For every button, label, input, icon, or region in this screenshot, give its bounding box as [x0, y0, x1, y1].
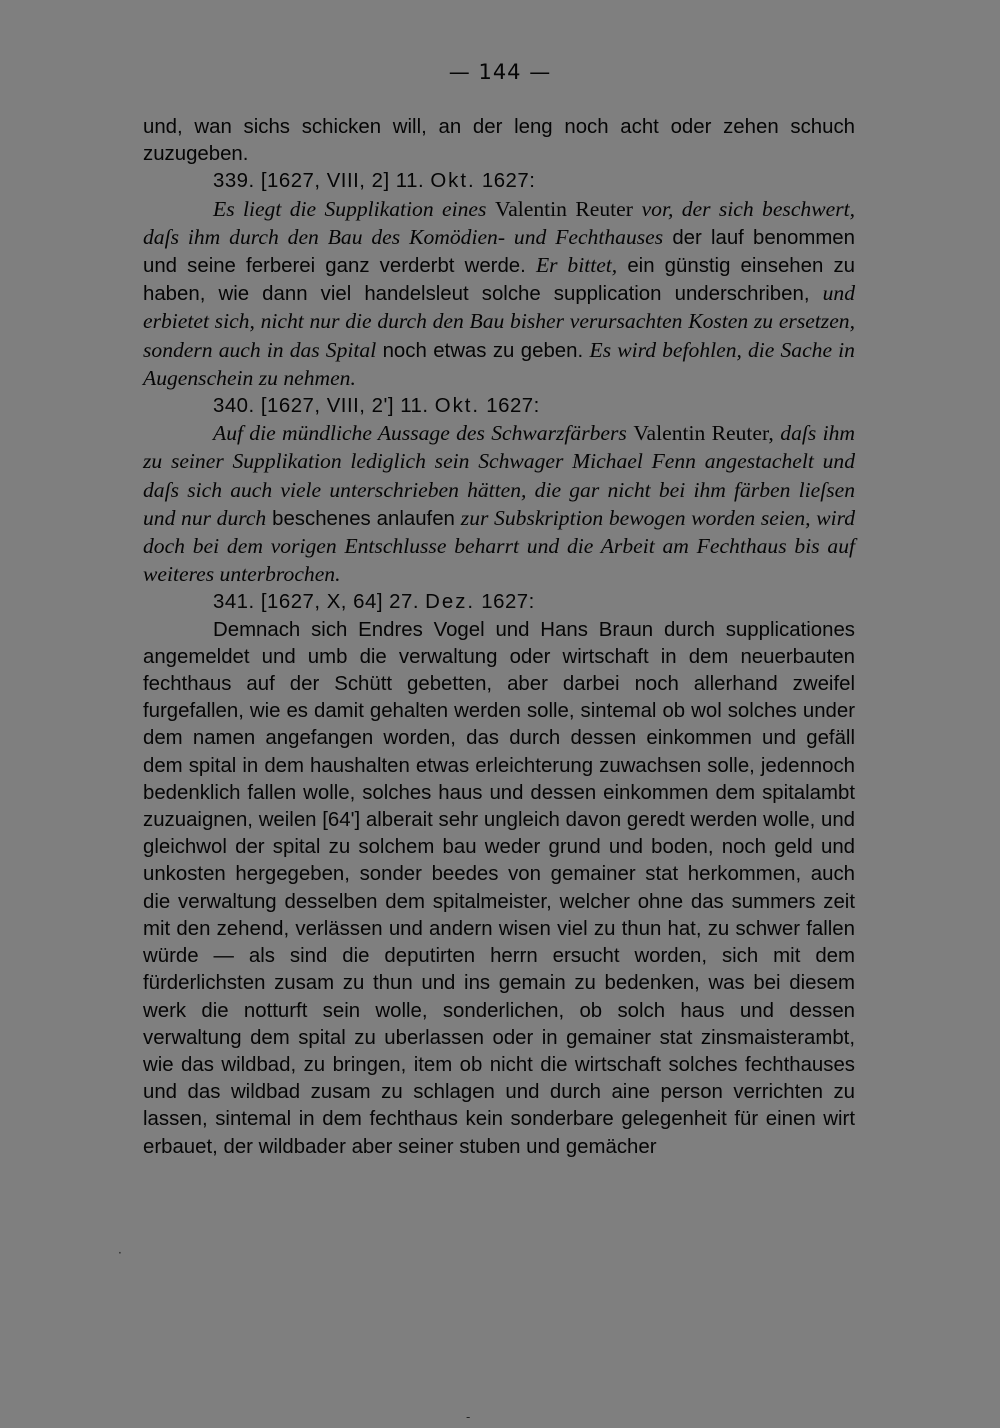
entry-341-year: 1627:	[481, 591, 535, 614]
entry-341-text: Demnach sich Endres Vogel und Hans Braun durch supplicationes angemeldet und umb die verwaltung oder wirtschaft in dem neuerbauten fechthaus auf der Schütt gebetten, aber darbei noch allerhand zweifel furgefallen, wie es damit gehalten werden solle, sintemal ob wol solches under dem namen angefangen worden, das durch dessen einkommen und gefäll dem spital in dem haushalten etwas erleichterung zuwachsen solle, jedennoch bedenklich fallen wolle, solches haus und dessen einkommen dem spitalambt zuzuaignen, weilen [64'] alberait sehr ungleich davon geredt werden wolle, und gleichwol der spital zu solchem bau weder grund und boden, noch geld und unkosten hergegeben, sonder beedes von gemainer stat herkommen, auch die verwaltung desselben dem spitalmeister, welcher ohne das summers zeit mit den zehend, verlässen und andern wisen viel zu thun hat, zu schwer fallen würde — als sind die deputirten herrn ersucht worden, sich mit dem fürderlichsten zusam zu thun und ins gemain zu bedenken, was bei diesem werk die notturft sein wolle, sonderlichen, ob solch haus und dessen verwaltung dem spital zu uberlassen oder in gemainer stat zinsmaisterambt, wie das wildbad, zu bringen, item ob nicht die wirtschaft solches fechthauses und das wildbad zusam zu schlagen und durch aine person verrichten zu lassen, sintemal in dem fechthaus kein sonderbare gelegenheit für einen wirt erbauet, der wildbader aber seiner stuben und gemächer	[143, 618, 855, 1158]
entry-340-text: Auf die mündliche Aussage des Schwarzfärbers Valentin Reuter, daſs ihm zu seiner Supplikation lediglich sein Schwager Michael Fenn angestachelt und daſs sich auch viele unterschrieben hätten, die gar nicht bei ihm färben lieſsen und nur durch beschenes anlaufen zur Subskription bewogen worden seien, wird doch bei dem vorigen Entschlusse beharrt und die Arbeit am Fechthaus bis auf weiteres unterbrochen.	[143, 421, 856, 587]
entry-341-number: 341. [1627, X, 64] 27.	[213, 591, 419, 614]
entry-339-text: Es liegt die Supplikation eines Valentin Reuter vor, der sich beschwert, daſs ihm durch den Bau des Komödien- und Fechthauses der lauf benommen und seine ferberei ganz verderbt werde. Er bittet, ein günstig einsehen zu haben, wie dann viel handelsleut solche supplication underschriben, und erbietet sich, nicht nur die durch den Bau bisher verursachten Kosten zu ersetzen, sondern auch in das Spital noch etwas zu geben. Es wird befohlen, die Sache in Augenschein zu nehmen.	[143, 196, 855, 390]
entry-341-month: Dez.	[425, 591, 476, 614]
entry-340-month: Okt.	[434, 395, 481, 418]
entry-339-month: Okt.	[430, 170, 476, 193]
bottom-mark: -	[466, 1410, 471, 1424]
entry-340-heading	[143, 393, 855, 420]
entry-339-number: 339. [1627, VIII, 2] 11.	[213, 170, 425, 193]
page-body	[143, 114, 855, 1161]
entry-340-year: 1627:	[486, 395, 540, 418]
margin-mark: ·	[118, 1246, 122, 1260]
entry-341-heading	[143, 589, 855, 616]
page-number: — 144 —	[448, 60, 552, 84]
entry-340-number: 340. [1627, VIII, 2'] 11.	[213, 395, 429, 418]
entry-339-year: 1627:	[481, 170, 536, 193]
continued-paragraph: und, wan sichs schicken will, an der leng noch acht oder zehen schuch zuzugeben.	[143, 116, 855, 166]
entry-339-heading	[143, 168, 855, 195]
